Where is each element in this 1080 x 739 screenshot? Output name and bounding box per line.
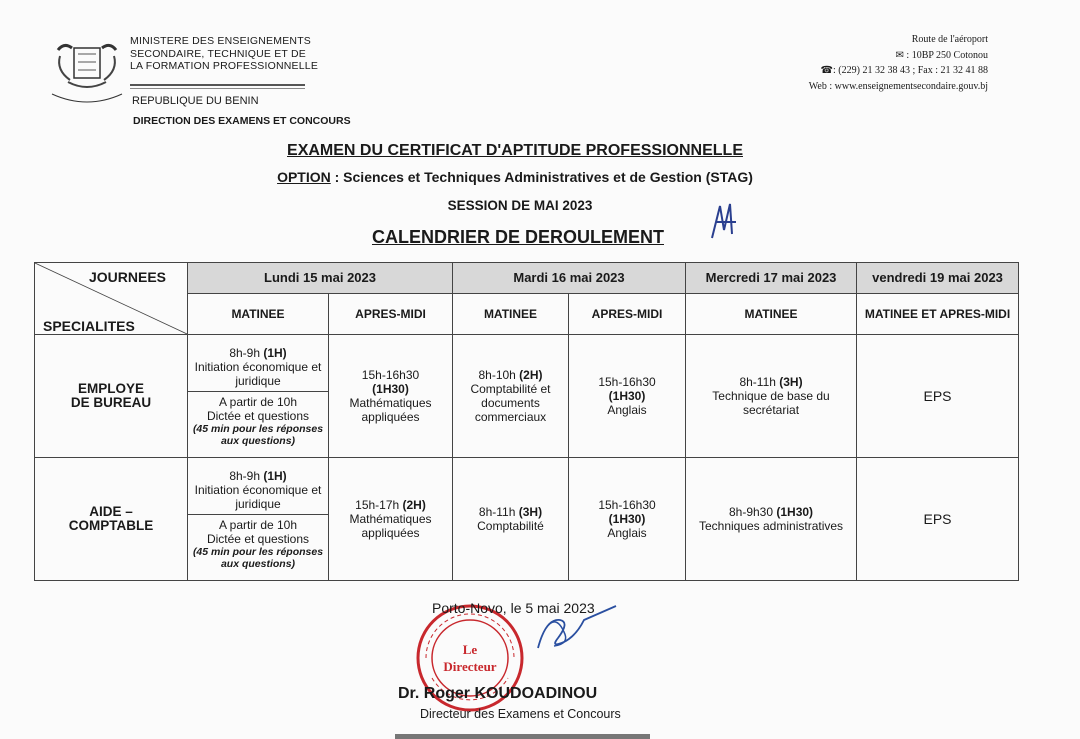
exam-duration: (1H) (263, 469, 287, 483)
stamp-text: Le (462, 642, 478, 657)
exam-cell (188, 458, 329, 581)
exam-cell (569, 335, 686, 458)
exam-subject: Comptabilité (477, 519, 544, 533)
period-header: MATINEE (188, 294, 329, 335)
ministry-name (130, 35, 318, 73)
table-row (35, 335, 1019, 458)
contact-bp: ✉ : 10BP 250 Cotonou (895, 49, 988, 61)
speciality-line: COMPTABLE (68, 518, 154, 533)
ministry-line: SECONDAIRE, TECHNIQUE ET DE (130, 47, 306, 60)
exam-time: 15h-17h (355, 498, 403, 512)
place-and-date: Porto-Novo, le 5 mai 2023 (432, 600, 595, 616)
exam-subject: Techniques administratives (698, 519, 844, 533)
exam-time: A partir de 10h (218, 518, 298, 532)
day-header: Mardi 16 mai 2023 (453, 263, 686, 294)
signatory-role: Directeur des Examens et Concours (420, 707, 621, 721)
exam-time: A partir de 10h (218, 395, 298, 409)
period-header: APRES-MIDI (329, 294, 453, 335)
exam-title: EXAMEN DU CERTIFICAT D'APTITUDE PROFESSIONNELLE (287, 142, 743, 159)
exam-duration: (1H30) (608, 389, 646, 403)
coat-of-arms-emblem (48, 36, 126, 108)
exam-duration: (1H) (263, 346, 287, 360)
speciality-cell (35, 458, 188, 581)
exam-time: 15h-16h30 (598, 498, 656, 512)
calendar-title: CALENDRIER DE DEROULEMENT (371, 227, 664, 247)
exam-subject: Technique de base du secrétariat (712, 389, 830, 417)
exam-subject: Comptabilité et documents commerciaux (470, 382, 551, 424)
day-header: Lundi 15 mai 2023 (188, 263, 453, 294)
session-title: SESSION DE MAI 2023 (447, 198, 593, 213)
journees-label: JOURNEES (89, 269, 167, 285)
exam-time: 15h-16h30 (361, 368, 420, 382)
exam-duration: (3H) (779, 375, 803, 389)
exam-time: 8h-9h30 (728, 505, 777, 519)
exam-time: 8h-11h (478, 505, 519, 519)
exam-duration: (2H) (519, 368, 543, 382)
corner-header-cell (35, 263, 188, 335)
speciality-line: AIDE – (89, 504, 133, 519)
exam-subject: Dictée et questions (206, 532, 310, 546)
table-row (35, 458, 1019, 581)
exam-subject: Initiation économique et juridique (194, 483, 322, 511)
exam-cell (686, 458, 857, 581)
handwritten-initials (708, 200, 742, 244)
option-line (0, 169, 1030, 185)
exam-subject: Anglais (607, 526, 647, 540)
exam-time: 8h-9h (229, 469, 264, 483)
period-header: MATINEE (453, 294, 569, 335)
contact-phone: ☎: (229) 21 32 38 43 ; Fax : 21 32 41 88 (820, 65, 988, 76)
exam-time: 8h-10h (478, 368, 520, 382)
period-header: MATINEE ET APRES-MIDI (857, 294, 1019, 335)
republic-name: REPUBLIQUE DU BENIN (132, 95, 259, 107)
contact-web: Web : www.enseignementsecondaire.gouv.bj (808, 80, 988, 92)
speciality-line: DE BUREAU (70, 395, 152, 410)
exam-cell (188, 335, 329, 458)
exam-note: (45 min pour les réponses aux questions) (192, 546, 324, 570)
exam-cell (569, 458, 686, 581)
period-header: APRES-MIDI (569, 294, 686, 335)
exam-calendar-table (34, 262, 1019, 581)
exam-subject: Anglais (607, 403, 647, 417)
option-label: OPTION (277, 169, 331, 185)
ministry-line: MINISTERE DES ENSEIGNEMENTS (130, 35, 312, 47)
exam-cell (686, 335, 857, 458)
exam-time: 8h-9h (229, 346, 264, 360)
exam-duration: (2H) (402, 498, 426, 512)
exam-cell: EPS (857, 458, 1019, 581)
exam-cell (329, 335, 453, 458)
period-header: MATINEE (686, 294, 857, 335)
exam-subject: Mathématiques appliquées (349, 512, 432, 540)
exam-cell: EPS (857, 335, 1019, 458)
exam-time: 8h-11h (739, 375, 780, 389)
exam-duration: (1H30) (776, 505, 814, 519)
exam-duration: (3H) (518, 505, 543, 519)
day-header: Mercredi 17 mai 2023 (686, 263, 857, 294)
header-divider (130, 88, 305, 89)
exam-subject: Initiation économique et juridique (194, 360, 322, 388)
exam-note: (45 min pour les réponses aux questions) (192, 423, 324, 447)
exam-time: 15h-16h30 (598, 375, 656, 389)
specialites-label: SPECIALITES (43, 318, 135, 334)
exam-subject: Mathématiques appliquées (349, 396, 432, 424)
ministry-line: LA FORMATION PROFESSIONNELLE (130, 60, 319, 72)
header-divider (130, 84, 305, 86)
exam-subject: Dictée et questions (206, 409, 310, 423)
direction-name: DIRECTION DES EXAMENS ET CONCOURS (133, 115, 351, 127)
contact-block (809, 32, 988, 94)
footer-divider (395, 734, 650, 739)
exam-cell (453, 458, 569, 581)
speciality-cell (35, 335, 188, 458)
speciality-line: EMPLOYE (77, 381, 144, 396)
signature (520, 598, 620, 658)
option-text: : Sciences et Techniques Administratives et de Gestion (STAG) (330, 169, 753, 185)
signatory-name: Dr. Roger KOUDOADINOU (398, 685, 598, 702)
contact-address: Route de l'aéroport (911, 34, 988, 45)
day-header: vendredi 19 mai 2023 (857, 263, 1019, 294)
exam-cell (329, 458, 453, 581)
exam-duration: (1H30) (372, 382, 409, 396)
stamp-text: Directeur (443, 659, 497, 674)
exam-cell (453, 335, 569, 458)
exam-duration: (1H30) (608, 512, 646, 526)
